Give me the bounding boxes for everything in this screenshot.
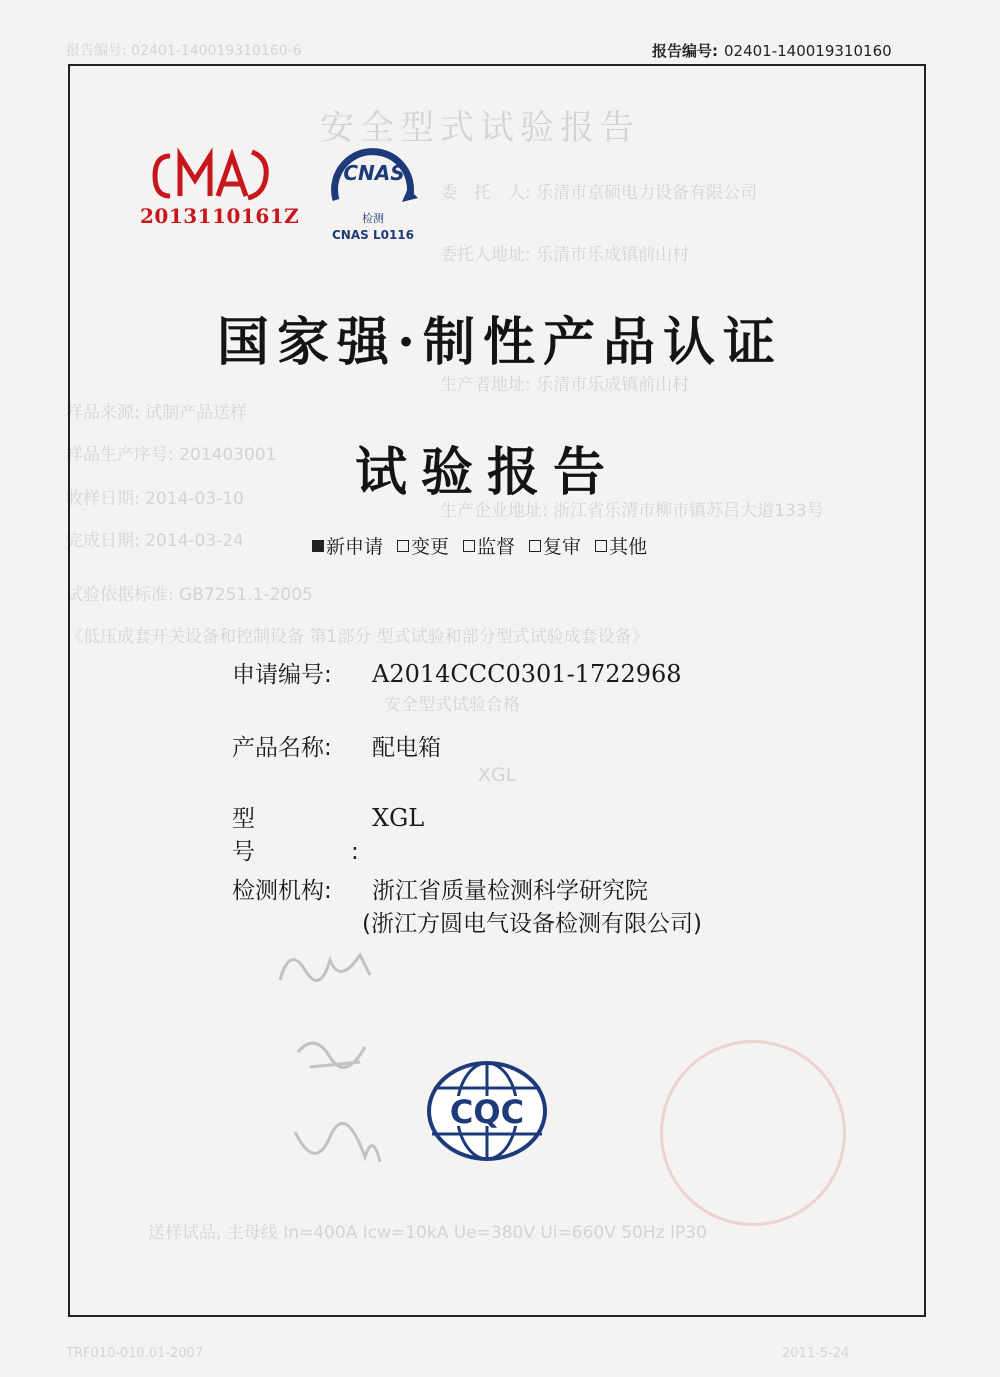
- ghost-text: 生产企业地址: 浙江省乐清市柳市镇苏吕大道133号: [440, 501, 824, 521]
- cqc-logo: [424, 1058, 550, 1164]
- application-number-label: 申请编号:: [232, 662, 332, 688]
- product-name-row: [232, 729, 441, 762]
- cnas-logo-text: CNAS: [343, 161, 405, 185]
- application-type-options: [312, 532, 647, 559]
- checkbox-empty-icon: [463, 540, 475, 552]
- testing-body-row: [232, 872, 648, 905]
- model-value: XGL: [372, 804, 425, 832]
- ghost-text: 样品来源: 试制产品送样: [66, 403, 248, 423]
- ghost-text: 报告编号: 02401-140019310160-6: [66, 43, 302, 59]
- cqc-mark: [424, 1058, 550, 1164]
- product-name-value: 配电箱: [372, 735, 441, 761]
- application-type-supervision: 监督: [463, 532, 515, 559]
- cma-logo: [140, 144, 300, 234]
- ghost-text: 完成日期: 2014-03-24: [66, 531, 244, 551]
- checkbox-empty-icon: [529, 540, 541, 552]
- testing-body-value: 浙江省质量检测科学研究院: [372, 878, 648, 904]
- checkbox-empty-icon: [595, 540, 607, 552]
- ghost-text: TRF010-010.01-2007: [66, 1346, 204, 1361]
- application-number-value: A2014CCC0301-1722968: [372, 660, 682, 688]
- ghost-text: XGL: [478, 764, 517, 786]
- cma-mark: [140, 144, 290, 204]
- testing-body-value-line2: (浙江方圆电气设备检测有限公司): [362, 911, 702, 937]
- product-name-label: 产品名称:: [232, 735, 332, 761]
- application-type-other: 其他: [595, 532, 647, 559]
- ghost-text: 试验依据标准: GB7251.1-2005: [66, 585, 313, 605]
- model-label: 型号:: [232, 806, 455, 865]
- document-title: 国家强·制性产品认证: [216, 312, 784, 373]
- ghost-text: 《低压成套开关设备和控制设备 第1部分 型式试验和部分型式试验成套设备》: [66, 627, 649, 647]
- application-type-change: 变更: [397, 532, 449, 559]
- checkbox-checked-icon: [312, 540, 324, 552]
- ghost-text: 2011-5-24: [782, 1346, 850, 1361]
- document-subtitle: 试验报告: [354, 442, 619, 503]
- cnas-code: CNAS L0116: [331, 228, 415, 242]
- model-row: [232, 800, 455, 866]
- cnas-caption: 检测: [362, 212, 384, 225]
- report-number-label: 报告编号:: [652, 42, 718, 60]
- ghost-text: 送样试品, 主母线 In=400A Icw=10kA Ue=380V Ui=660V 50Hz IP30: [148, 1223, 707, 1243]
- testing-body-label: 检测机构:: [232, 878, 332, 904]
- cnas-logo: [318, 138, 428, 248]
- ghost-text: 安全型式试验合格: [384, 695, 520, 715]
- ghost-text: 生产者地址: 乐清市乐成镇前山村: [440, 375, 690, 395]
- ghost-text: 安全型式试验报告: [320, 108, 640, 148]
- application-number-row: [232, 656, 682, 689]
- application-type-new: 新申请: [312, 532, 383, 559]
- ghost-text: 收样日期: 2014-03-10: [66, 489, 244, 509]
- ghost-text: 委 托 人: 乐清市京硕电力设备有限公司: [440, 183, 758, 203]
- checkbox-empty-icon: [397, 540, 409, 552]
- application-type-review: 复审: [529, 532, 581, 559]
- ghost-text: 样品生产序号: 201403001: [66, 445, 277, 465]
- cqc-logo-text: CQC: [449, 1093, 525, 1131]
- ghost-text: 委托人地址: 乐清市乐成镇前山村: [440, 245, 690, 265]
- cnas-mark: [318, 138, 428, 248]
- report-number-value: 02401-140019310160: [724, 42, 892, 60]
- report-number: [652, 40, 892, 61]
- cma-code: 2013110161Z: [140, 204, 300, 228]
